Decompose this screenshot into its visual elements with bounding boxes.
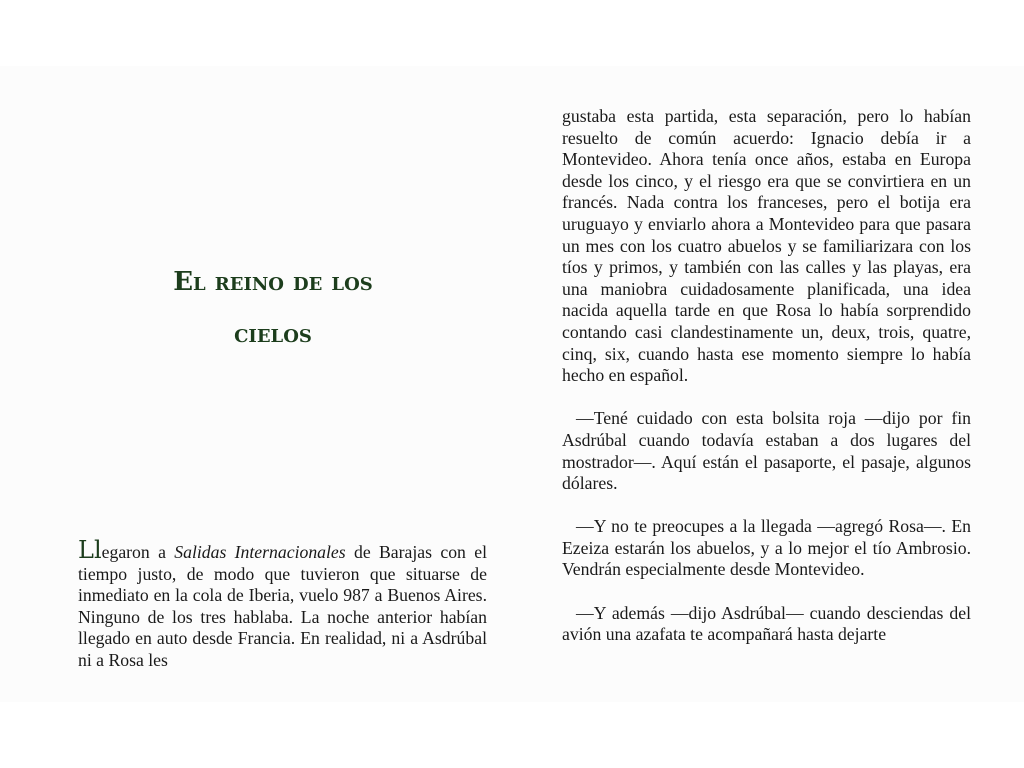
- right-page: [562, 66, 971, 702]
- drop-cap: Ll: [78, 536, 102, 564]
- dialog-paragraph-1: —Tené cuidado con esta bolsita roja —dijo por fin Asdrúbal cuando todavía estaban a dos lugares del mostrador—. Aquí están el pasaporte, el pasaje, algunos dólares.: [562, 408, 971, 494]
- left-page: [68, 66, 487, 702]
- opening-paragraph: [68, 536, 487, 672]
- lead-text: egaron a: [101, 542, 175, 562]
- chapter-title-line-1: El reino de los: [173, 267, 373, 297]
- paragraph-text: de Barajas con el tiempo justo, de modo que tuvieron que situarse de inmediato en la cola de Iberia, vuelo 987 a Buenos Aires. Ninguno de los tres hablaba. La noche anterior habían llegado en auto desde Francia. En realidad, ni a Asdrúbal ni a Rosa les: [78, 542, 487, 670]
- chapter-title-line-2: cielos: [234, 319, 312, 349]
- right-page-body: [562, 106, 971, 667]
- dialog-paragraph-2: —Y no te preocupes a la llegada —agregó Rosa—. En Ezeiza estarán los abuelos, y a lo mejor el tío Ambrosio. Vendrán especialmente desde Montevideo.: [562, 516, 971, 580]
- continuation-paragraph: gustaba esta partida, esta separación, pero lo habían resuelto de común acuerdo: Ignacio debía ir a Montevideo. Ahora tenía once años, estaba en Europa desde los cinco, y el riesgo era que se convirtiera en un francés. Nada contra los franceses, pero el botija era uruguayo y enviarlo ahora a Montevideo para que pasara un mes con los cuatro abuelos y se familiarizara con los tíos y primos, y también con las calles y las playas, era una maniobra cuidadosamente planificada, una idea nacida aquella tarde en que Rosa lo había sorprendido contando casi clandestinamente un, deux, trois, quatre, cinq, six, cuando hasta ese momento siempre lo había hecho en español.: [562, 106, 971, 386]
- chapter-title: [88, 256, 458, 360]
- book-spread: [0, 66, 1024, 702]
- italic-place-name: Salidas Internacionales: [174, 542, 346, 562]
- dialog-paragraph-3: —Y además —dijo Asdrúbal— cuando desciendas del avión una azafata te acompañará hasta dejarte: [562, 602, 971, 645]
